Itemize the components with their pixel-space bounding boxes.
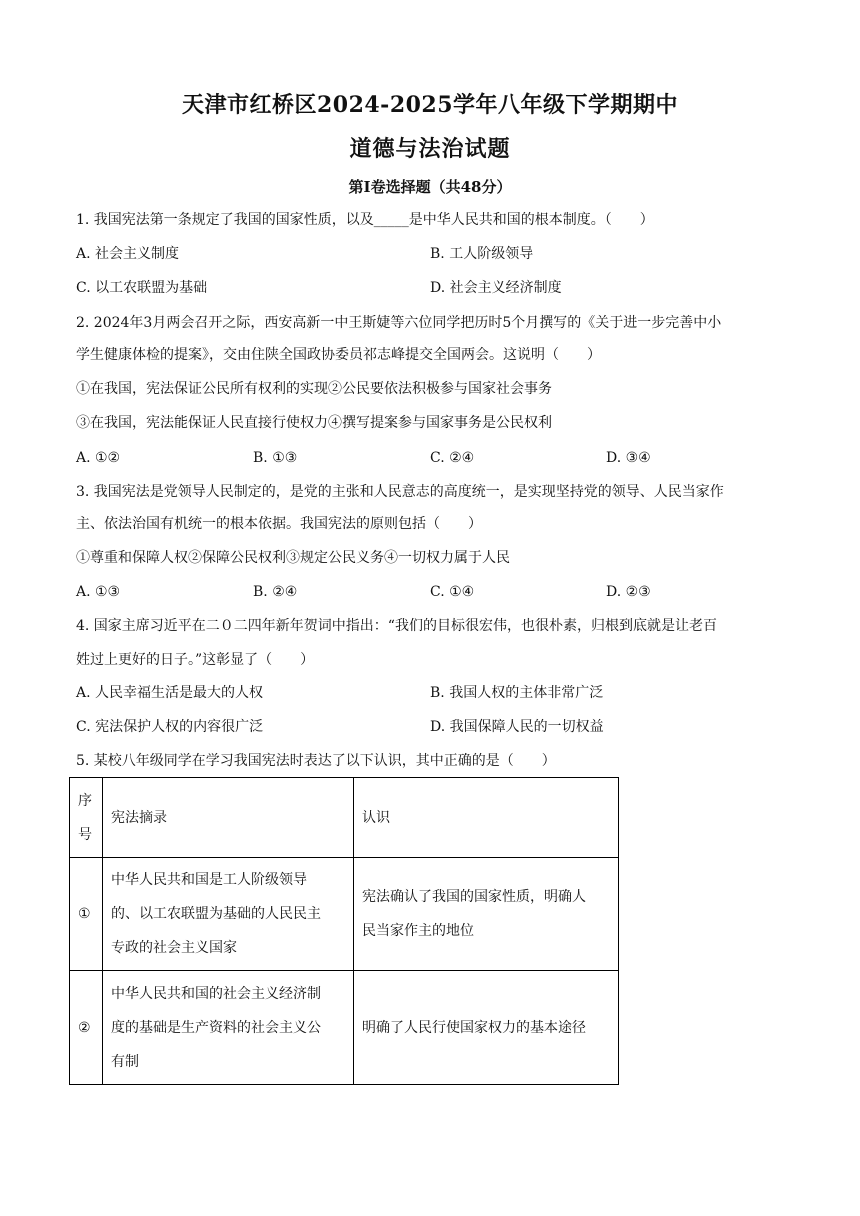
excerpt-line: 有制 [111,1053,139,1070]
question-3-statement-line: ①尊重和保障人权②保障公民权利③规定公民义务④一切权力属于人民 [76,550,510,566]
question-3-stem-line: 3. 我国宪法是党领导人民制定的，是党的主张和人民意志的高度统一，是实现坚持党的领导、人民当家作 [76,484,724,500]
view-line: 民当家作主的地位 [362,923,474,939]
question-3-option-b: B. ②④ [253,584,298,600]
question-3-option-d: D. ②③ [606,584,651,600]
question-2-stem-line: 2. 2024年3月两会召开之际，西安高新一中王斯婕等六位同学把历时5个月撰写的《关于进一步完善中小 [76,315,722,331]
header-text: 序 [78,792,92,809]
row-view [354,858,619,971]
excerpt-line: 中华人民共和国的社会主义经济制 [111,985,321,1002]
table-row [70,971,619,1085]
row-view [354,971,619,1085]
excerpt-line: 专政的社会主义国家 [111,940,237,956]
question-4-option-d: D. 我国保障人民的一切权益 [430,719,604,735]
question-2-option-b: B. ①③ [253,450,298,466]
question-2-stem-line: 学生健康体检的提案》，交由住陕全国政协委员祁志峰提交全国两会。这说明（ ） [76,347,601,363]
question-3-option-c: C. ①④ [430,584,475,600]
question-1-stem: 1. 我国宪法第一条规定了我国的国家性质，以及_____是中华人民共和国的根本制度。（ ） [76,212,654,228]
row-number: ① [70,858,103,971]
question-4-option-a: A. 人民幸福生活是最大的人权 [76,685,264,701]
question-3-stem-line: 主、依法治国有机统一的根本依据。我国宪法的原则包括（ ） [76,516,482,532]
view-line: 明确了人民行使国家权力的基本途径 [362,1019,586,1036]
table-row [70,858,619,971]
table-header-excerpt: 宪法摘录 [103,778,354,858]
question-1-option-b: B. 工人阶级领导 [430,246,534,262]
row-excerpt [103,858,354,971]
question-2-option-d: D. ③④ [606,450,651,466]
row-number: ② [70,971,103,1085]
question-4-stem-line: 姓过上更好的日子。”这彰显了（ ） [76,652,315,668]
question-4-stem-line: 4. 国家主席习近平在二０二四年新年贺词中指出：“我们的目标很宏伟，也很朴素，归根到底就是让老百 [76,618,717,634]
header-text: 号 [78,826,92,843]
table-header-row [70,778,619,858]
constitution-table [69,777,619,1085]
question-2-statement-line: ③在我国，宪法能保证人民直接行使权力④撰写提案参与国家事务是公民权利 [76,415,552,431]
question-2-option-a: A. ①② [76,450,121,466]
table-header-view: 认识 [354,778,619,858]
excerpt-line: 的、以工农联盟为基础的人民民主 [111,906,321,922]
view-line: 宪法确认了我国的国家性质，明确人 [362,889,586,905]
excerpt-line: 度的基础是生产资料的社会主义公 [111,1019,321,1036]
page-title: 天津市红桥区2024-2025学年八年级下学期期中 [181,92,679,118]
table-header-number [70,778,103,858]
question-4-option-c: C. 宪法保护人权的内容很广泛 [76,719,264,735]
question-1-option-d: D. 社会主义经济制度 [430,280,562,296]
section-heading: 第Ⅰ卷选择题（共48分） [348,178,512,196]
question-1-option-c: C. 以工农联盟为基础 [76,280,208,296]
question-1-option-a: A. 社会主义制度 [76,246,180,262]
question-5-stem: 5. 某校八年级同学在学习我国宪法时表达了以下认识，其中正确的是（ ） [76,753,556,769]
question-2-statement-line: ①在我国，宪法保证公民所有权利的实现②公民要依法积极参与国家社会事务 [76,381,552,397]
page-subtitle: 道德与法治试题 [349,136,511,162]
question-3-option-a: A. ①③ [76,584,121,600]
question-4-option-b: B. 我国人权的主体非常广泛 [430,685,604,701]
excerpt-line: 中华人民共和国是工人阶级领导 [111,872,307,888]
row-excerpt [103,971,354,1085]
question-2-option-c: C. ②④ [430,450,475,466]
